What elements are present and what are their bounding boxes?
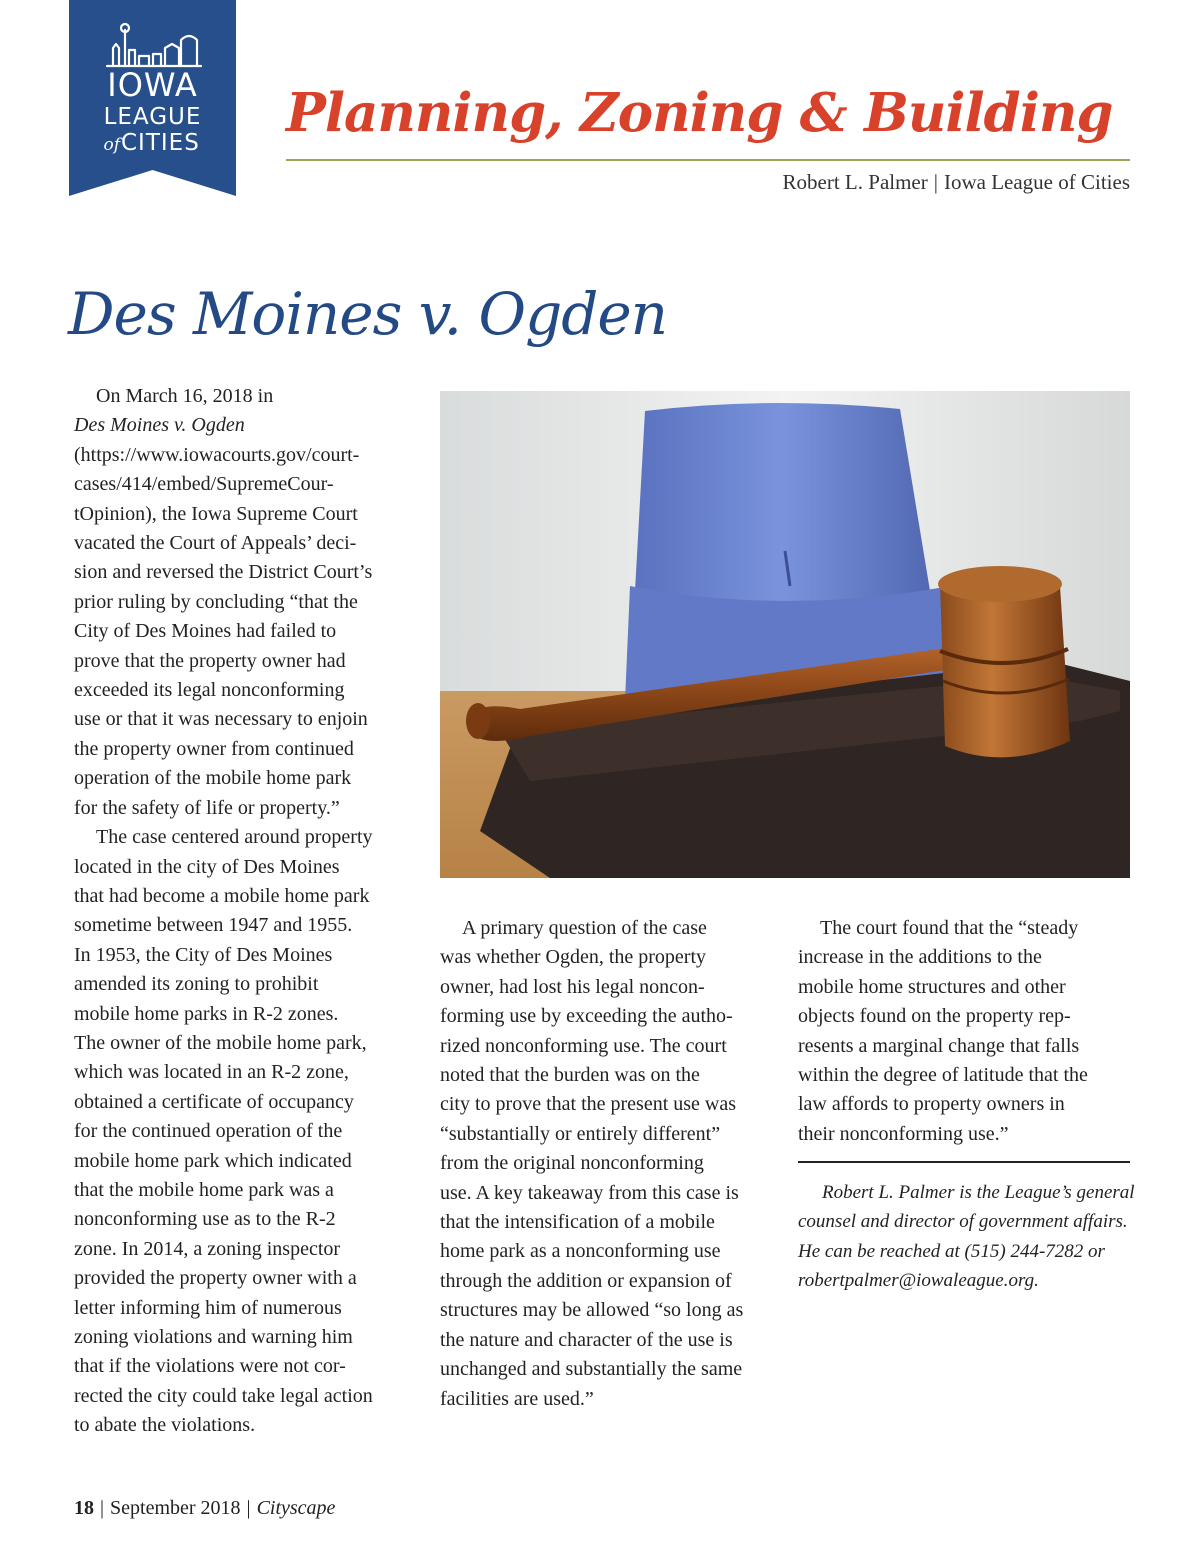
text-line: within the degree of latitude that the bbox=[798, 1064, 1088, 1087]
text-line: rected the city could take legal action bbox=[74, 1384, 373, 1407]
text-line: prove that the property owner had bbox=[74, 649, 346, 672]
text-line: owner, had lost his legal noncon- bbox=[440, 975, 705, 998]
bio-line: Robert L. Palmer is the League’s general bbox=[822, 1182, 1135, 1203]
text-line: The court found that the “steady bbox=[820, 917, 1079, 939]
text-line: cases/414/embed/SupremeCour- bbox=[74, 473, 334, 496]
logo-cities-text: CITIES bbox=[121, 130, 200, 156]
text-line: In 1953, the City of Des Moines bbox=[74, 943, 333, 966]
text-line: was whether Ogden, the property bbox=[440, 946, 707, 969]
text-line: the property owner from continued bbox=[74, 737, 354, 760]
text-line: for the continued operation of the bbox=[74, 1120, 343, 1143]
text-line: to abate the violations. bbox=[74, 1414, 256, 1437]
byline-author: Robert L. Palmer bbox=[782, 170, 928, 194]
logo-of-text: of bbox=[103, 135, 120, 155]
text-line: “substantially or entirely different” bbox=[440, 1122, 721, 1145]
text-line: (https://www.iowacourts.gov/court- bbox=[74, 443, 360, 466]
text-line: letter informing him of numerous bbox=[74, 1296, 342, 1319]
text-line: forming use by exceeding the autho- bbox=[440, 1005, 733, 1028]
footer-separator: | bbox=[246, 1497, 251, 1519]
header-divider bbox=[286, 159, 1130, 161]
text-line: sometime between 1947 and 1955. bbox=[74, 914, 353, 937]
byline-organization: Iowa League of Cities bbox=[943, 170, 1130, 194]
text-line: law affords to property owners in bbox=[798, 1093, 1065, 1116]
gavel-photo bbox=[440, 391, 1130, 878]
bio-divider bbox=[798, 1161, 1130, 1163]
text-line: obtained a certificate of occupancy bbox=[74, 1090, 354, 1113]
text-line: their nonconforming use.” bbox=[798, 1122, 1009, 1145]
text-line: A primary question of the case bbox=[462, 917, 707, 939]
footer-separator: | bbox=[100, 1497, 105, 1519]
text-line: provided the property owner with a bbox=[74, 1267, 357, 1290]
text-line: objects found on the property rep- bbox=[798, 1005, 1071, 1028]
text-line: which was located in an R-2 zone, bbox=[74, 1061, 349, 1084]
iowa-league-of-cities-logo bbox=[69, 0, 236, 196]
byline bbox=[600, 168, 1130, 196]
article-left-column bbox=[74, 382, 414, 1441]
article-right-column bbox=[798, 914, 1138, 1149]
text-line: sion and reversed the District Court’s bbox=[74, 561, 373, 584]
page-number: 18 bbox=[74, 1497, 94, 1519]
text-line: prior ruling by concluding “that the bbox=[74, 590, 358, 613]
text-line: mobile home structures and other bbox=[798, 975, 1066, 998]
text-line: from the original nonconforming bbox=[440, 1152, 704, 1175]
text-line: structures may be allowed “so long as bbox=[440, 1299, 744, 1322]
text-line: use. A key takeaway from this case is bbox=[440, 1181, 739, 1204]
text-line: zoning violations and warning him bbox=[74, 1326, 353, 1348]
text-line: The case centered around property bbox=[96, 826, 373, 849]
text-line: facilities are used.” bbox=[440, 1387, 594, 1410]
bio-line: He can be reached at (515) 244-7282 or bbox=[798, 1240, 1105, 1262]
text-line: mobile home park which indicated bbox=[74, 1149, 352, 1172]
logo-league-text: LEAGUE bbox=[103, 104, 202, 130]
section-title: Planning, Zoning & Building bbox=[286, 82, 1113, 144]
author-bio bbox=[798, 1178, 1138, 1296]
text-line: city to prove that the present use was bbox=[440, 1093, 737, 1116]
text-line: located in the city of Des Moines bbox=[74, 855, 340, 878]
text-line: mobile home parks in R-2 zones. bbox=[74, 1002, 339, 1025]
text-line: tOpinion), the Iowa Supreme Court bbox=[74, 502, 358, 525]
text-line: use or that it was necessary to enjoin bbox=[74, 708, 368, 731]
article-middle-column bbox=[440, 914, 780, 1414]
text-line: noted that the burden was on the bbox=[440, 1064, 700, 1087]
text-line: zone. In 2014, a zoning inspector bbox=[74, 1237, 341, 1260]
text-line: through the addition or expansion of bbox=[440, 1269, 732, 1292]
bio-email: robertpalmer@iowaleague.org. bbox=[798, 1270, 1039, 1292]
text-line: that the intensification of a mobile bbox=[440, 1211, 715, 1234]
byline-separator: | bbox=[933, 170, 938, 194]
text-line: operation of the mobile home park bbox=[74, 767, 352, 790]
text-line: resents a marginal change that falls bbox=[798, 1034, 1080, 1057]
publication-name: Cityscape bbox=[256, 1497, 336, 1519]
article-title: Des Moines v. Ogden bbox=[68, 280, 668, 348]
text-line: rized nonconforming use. The court bbox=[440, 1034, 727, 1057]
text-line: for the safety of life or property.” bbox=[74, 796, 340, 819]
text-line: The owner of the mobile home park, bbox=[74, 1031, 367, 1054]
text-line: home park as a nonconforming use bbox=[440, 1240, 721, 1263]
text-line: that had become a mobile home park bbox=[74, 884, 370, 907]
text-line: that if the violations were not cor- bbox=[74, 1355, 346, 1378]
text-line: exceeded its legal nonconforming bbox=[74, 679, 345, 702]
text-line: nonconforming use as to the R-2 bbox=[74, 1208, 336, 1231]
issue-date: September 2018 bbox=[110, 1497, 241, 1519]
logo-iowa-text: IOWA bbox=[107, 66, 198, 104]
text-line: amended its zoning to prohibit bbox=[74, 973, 319, 996]
text-line: unchanged and substantially the same bbox=[440, 1358, 743, 1381]
text-line: vacated the Court of Appeals’ deci- bbox=[74, 532, 357, 555]
text-line: Des Moines v. Ogden bbox=[74, 414, 245, 437]
text-line: that the mobile home park was a bbox=[74, 1178, 334, 1201]
text-line: increase in the additions to the bbox=[798, 946, 1042, 969]
bio-line: counsel and director of government affairs. bbox=[798, 1211, 1128, 1233]
text-line: On March 16, 2018 in bbox=[96, 385, 274, 407]
text-line: the nature and character of the use is bbox=[440, 1328, 733, 1351]
text-line: City of Des Moines had failed to bbox=[74, 620, 337, 643]
page-footer bbox=[74, 1494, 574, 1522]
